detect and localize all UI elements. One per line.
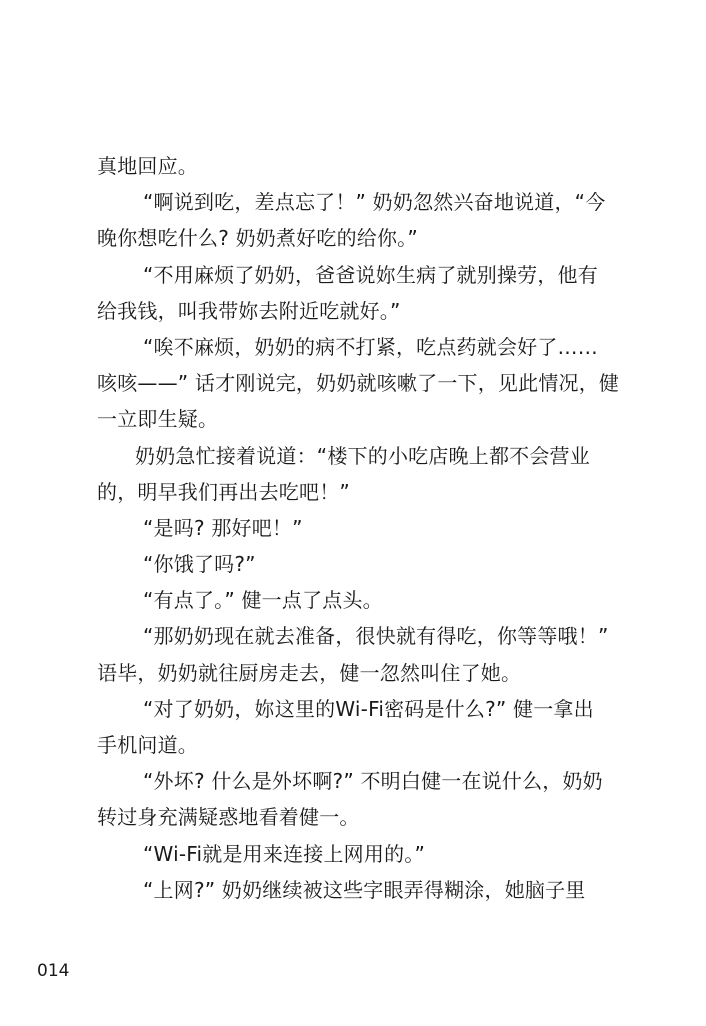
- text-line: 一立即生疑。: [97, 407, 219, 432]
- text-line: “Wi-Fi就是用来连接上网用的。”: [143, 841, 426, 866]
- text-line: 真地回应。: [97, 154, 198, 178]
- text-line: 手机问道。: [97, 733, 198, 757]
- text-line: “那奶奶现在就去准备，很快就有得吃，你等等哦！”: [143, 624, 609, 649]
- text-line: “唉不麻烦，奶奶的病不打紧，吃点药就会好了……: [143, 334, 598, 359]
- text-line: 晚你想吃什么? 奶奶煮好吃的给你。”: [97, 226, 418, 251]
- text-line: 奶奶急忙接着说道：“楼下的小吃店晚上都不会营业: [135, 443, 590, 468]
- text-line: “对了奶奶，妳这里的Wi-Fi密码是什么?” 健一拿出: [143, 696, 594, 721]
- text-line: “你饿了吗?”: [143, 552, 256, 577]
- text-line: 的，明早我们再出去吃吧！”: [97, 479, 350, 504]
- text-line: “上网?” 奶奶继续被这些字眼弄得糊涂，她脑子里: [143, 877, 586, 902]
- page-number: 014: [37, 961, 70, 981]
- text-line: “是吗? 那好吧！”: [143, 515, 303, 540]
- text-line: 语毕，奶奶就往厨房走去，健一忽然叫住了她。: [97, 660, 522, 685]
- text-line: 给我钱，叫我带妳去附近吃就好。”: [97, 298, 401, 323]
- text-line: “有点了。” 健一点了点头。: [143, 588, 383, 613]
- text-line: 转过身充满疑惑地看着健一。: [97, 805, 360, 830]
- text-line: “不用麻烦了奶奶，爸爸说妳生病了就别操劳，他有: [143, 262, 598, 287]
- body-text: [97, 152, 620, 912]
- text-line: 咳咳——” 话才刚说完，奶奶就咳嗽了一下，见此情况，健: [97, 371, 620, 396]
- text-line: “啊说到吃，差点忘了！” 奶奶忽然兴奋地说道，“今: [143, 190, 606, 215]
- text-line: “外坏? 什么是外坏啊?” 不明白健一在说什么，奶奶: [143, 769, 603, 794]
